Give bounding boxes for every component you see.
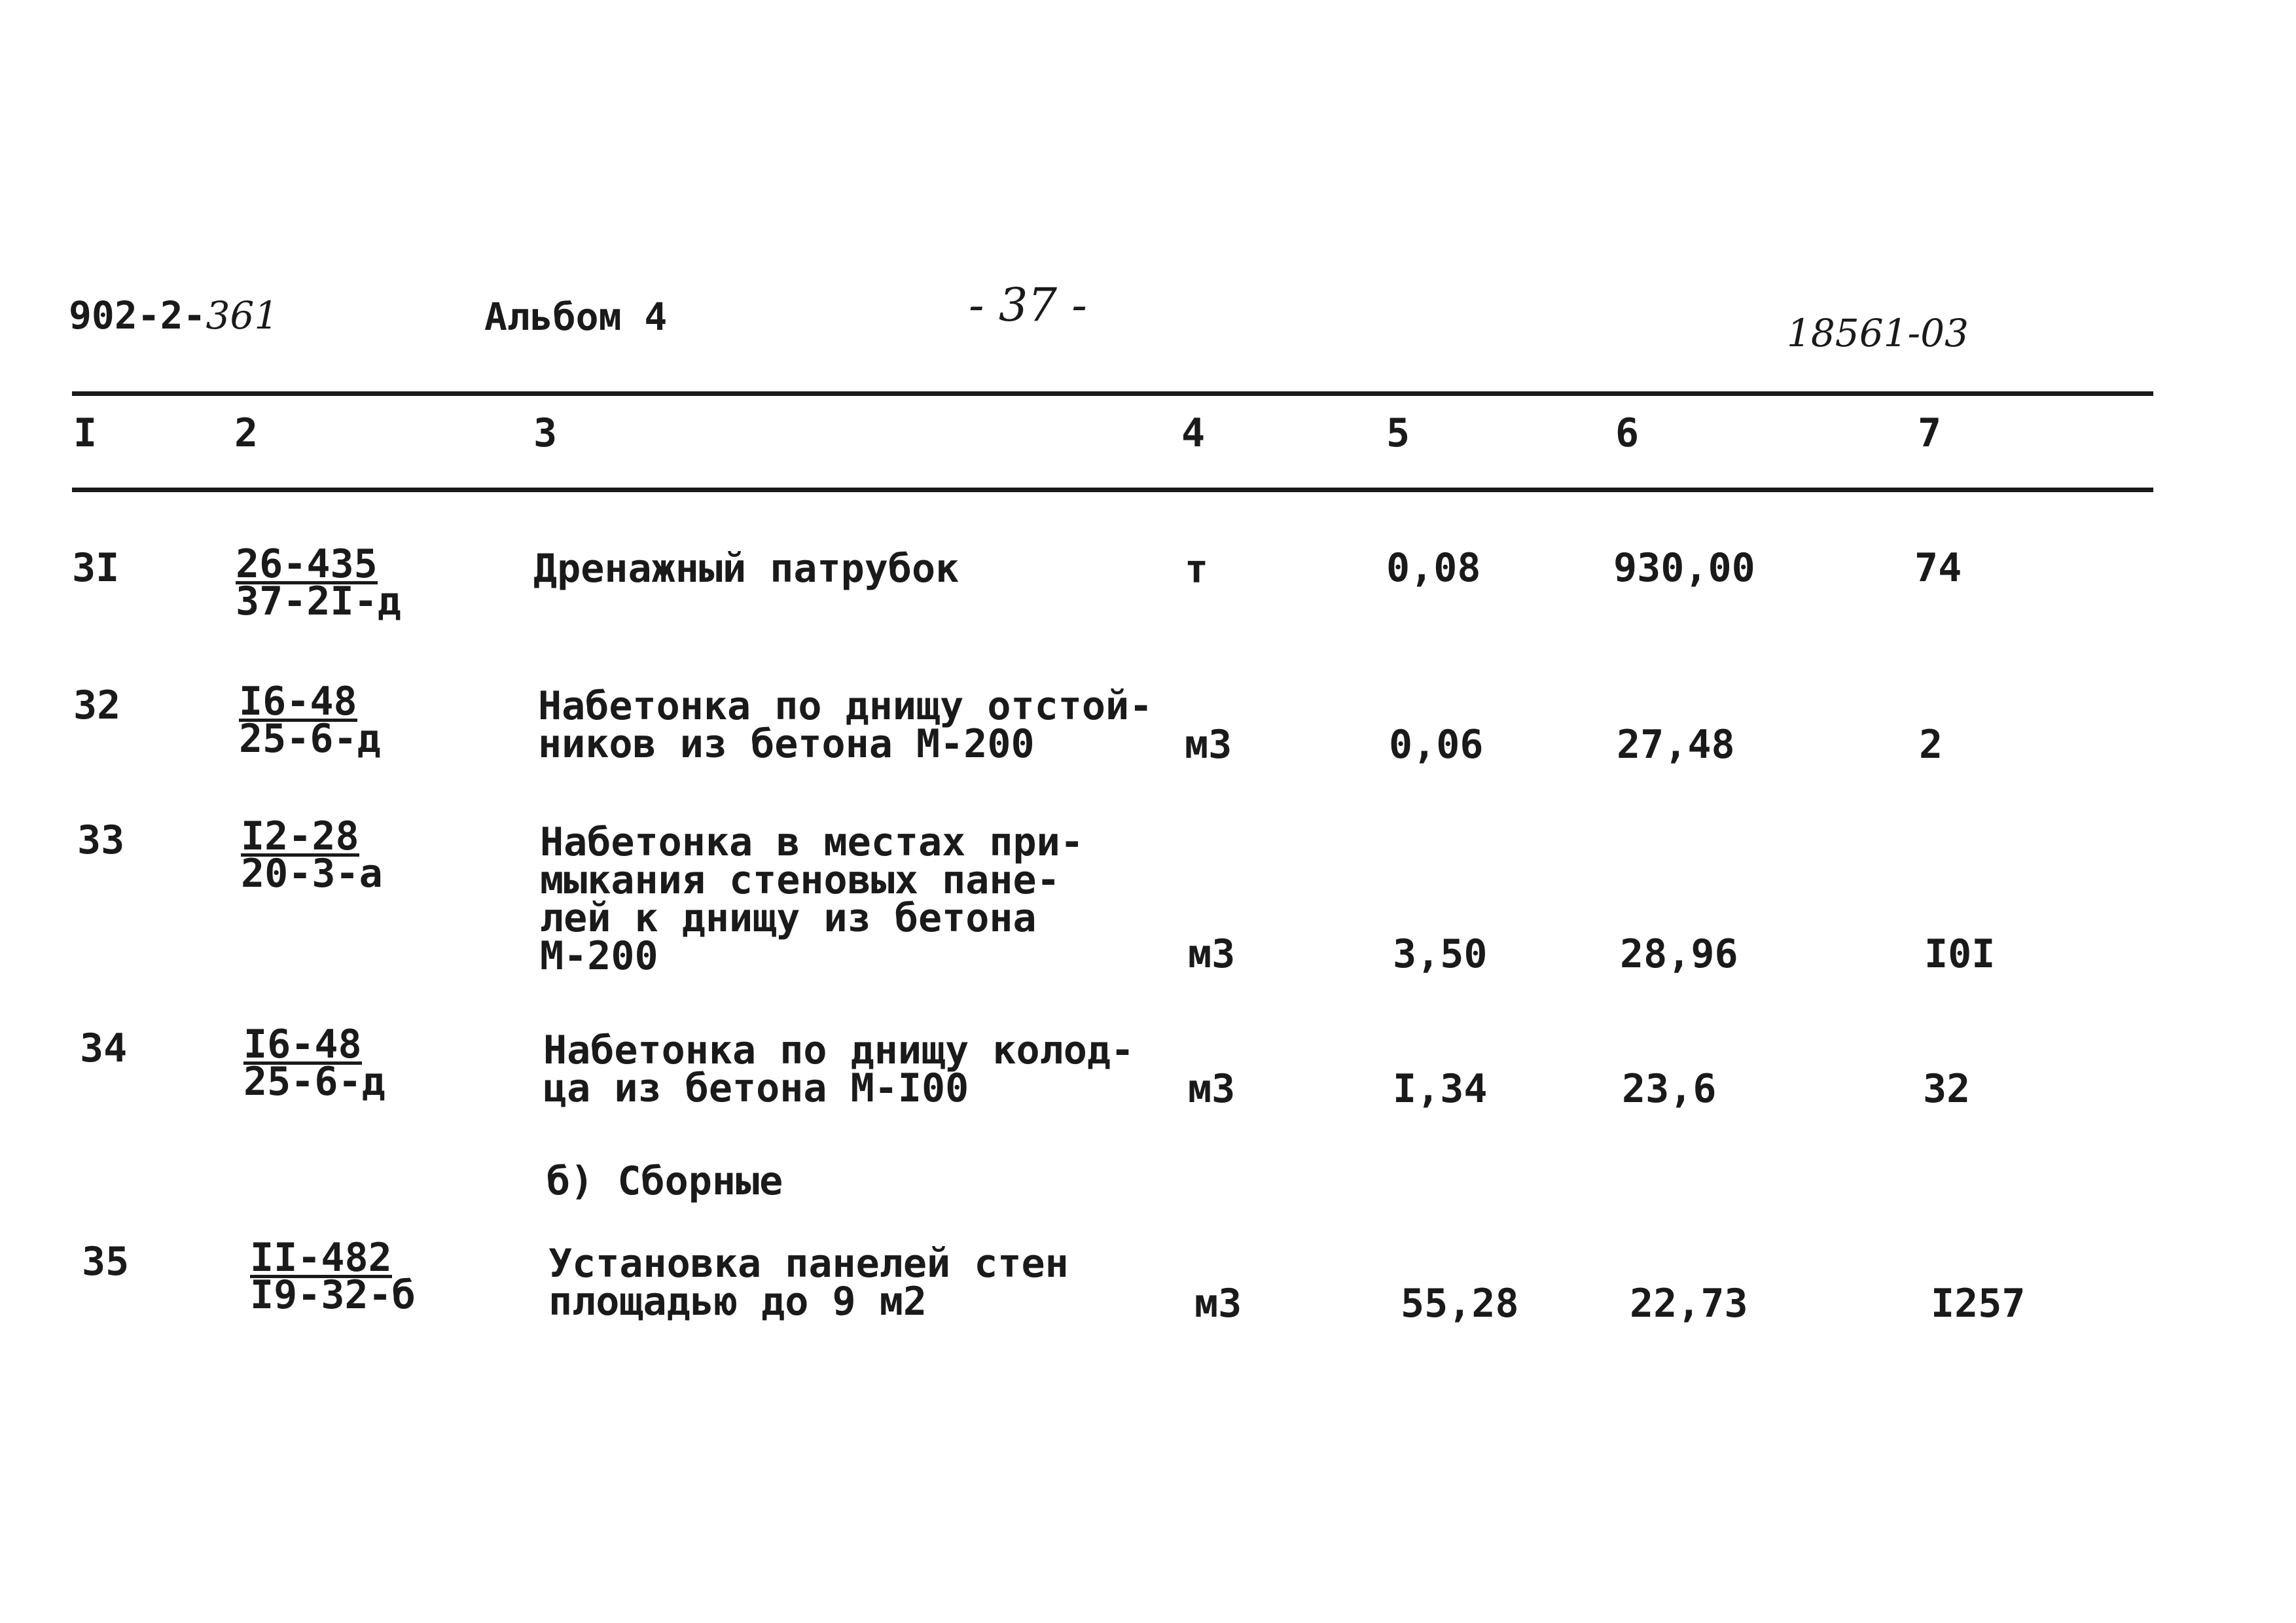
description-line: Установка панелей стен <box>548 1241 1069 1287</box>
description-line: Набетонка в местах при- <box>540 819 1084 865</box>
work-description <box>540 819 1084 979</box>
table-header-rule <box>72 488 2153 492</box>
norm-code-top: II-482 <box>250 1235 392 1281</box>
total-cost: 2 <box>1919 722 1943 768</box>
norm-code <box>236 541 401 624</box>
work-description <box>543 1027 1135 1111</box>
norm-code-bottom: 25-6-д <box>239 716 381 762</box>
column-header-2: 2 <box>234 410 259 456</box>
section-heading: б) Сборные <box>547 1158 783 1204</box>
table-top-rule <box>72 391 2153 396</box>
work-description <box>548 1241 1069 1325</box>
norm-code-bottom: I9-32-б <box>250 1272 416 1318</box>
quantity: 0,08 <box>1386 545 1481 591</box>
description-line: ников из бетона М-200 <box>538 721 1035 767</box>
norm-code <box>250 1235 416 1318</box>
quantity: 55,28 <box>1401 1281 1519 1327</box>
unit: т <box>1185 546 1209 592</box>
row-number: 34 <box>80 1026 128 1071</box>
doc-code-prefix: 902-2- <box>69 293 206 338</box>
quantity: I,34 <box>1393 1066 1488 1112</box>
row-number: 35 <box>82 1239 130 1285</box>
total-cost: I0I <box>1924 931 1996 977</box>
unit: м3 <box>1188 1066 1236 1112</box>
archive-number: 18561-03 <box>1787 311 1969 355</box>
norm-code-top: I6-48 <box>243 1022 362 1067</box>
total-cost: 32 <box>1923 1066 1971 1112</box>
work-description <box>533 546 960 592</box>
description-line: Набетонка по днищу колод- <box>543 1027 1135 1073</box>
doc-code <box>69 293 278 338</box>
norm-code-top: 26-435 <box>236 541 378 587</box>
unit-price: 28,96 <box>1620 931 1738 977</box>
norm-code <box>243 1022 386 1105</box>
row-number: 33 <box>77 817 125 863</box>
unit: м3 <box>1188 931 1236 977</box>
quantity: 0,06 <box>1389 722 1484 768</box>
column-header-3: 3 <box>533 410 558 456</box>
doc-code-suffix: 361 <box>206 293 279 338</box>
row-number: 3I <box>72 545 120 591</box>
unit-price: 27,48 <box>1617 722 1735 768</box>
quantity: 3,50 <box>1393 931 1488 977</box>
norm-code-bottom: 25-6-д <box>243 1059 386 1105</box>
description-line: площадью до 9 м2 <box>548 1279 927 1325</box>
unit-price: 23,6 <box>1622 1066 1717 1112</box>
unit: м3 <box>1185 722 1232 768</box>
description-line: Дренажный патрубок <box>533 546 960 592</box>
album-label: Альбом 4 <box>484 294 668 339</box>
column-header-6: 6 <box>1615 410 1640 456</box>
norm-code-bottom: 20-3-а <box>241 851 383 897</box>
column-header-5: 5 <box>1386 410 1410 456</box>
work-description <box>538 683 1153 767</box>
unit: м3 <box>1194 1281 1242 1327</box>
description-line: М-200 <box>540 933 658 979</box>
norm-code-top: I2-28 <box>241 813 359 859</box>
norm-code-top: I6-48 <box>239 679 357 724</box>
description-line: мыкания стеновых пане- <box>540 857 1060 903</box>
description-line: лей к днищу из бетона <box>540 895 1037 941</box>
column-header-4: 4 <box>1181 410 1206 456</box>
unit-price: 22,73 <box>1630 1281 1748 1327</box>
description-line: ца из бетона М-I00 <box>543 1065 969 1111</box>
norm-code <box>241 813 383 897</box>
unit-price: 930,00 <box>1613 545 1755 591</box>
description-line: Набетонка по днищу отстой- <box>538 683 1153 729</box>
row-number: 32 <box>73 683 121 728</box>
page-number: - 37 - <box>969 278 1087 332</box>
norm-code-bottom: 37-2I-д <box>236 579 401 624</box>
norm-code <box>239 679 381 762</box>
column-header-1: I <box>73 410 98 456</box>
column-header-7: 7 <box>1918 410 1942 456</box>
total-cost: 74 <box>1914 545 1962 591</box>
total-cost: I257 <box>1931 1281 2026 1327</box>
